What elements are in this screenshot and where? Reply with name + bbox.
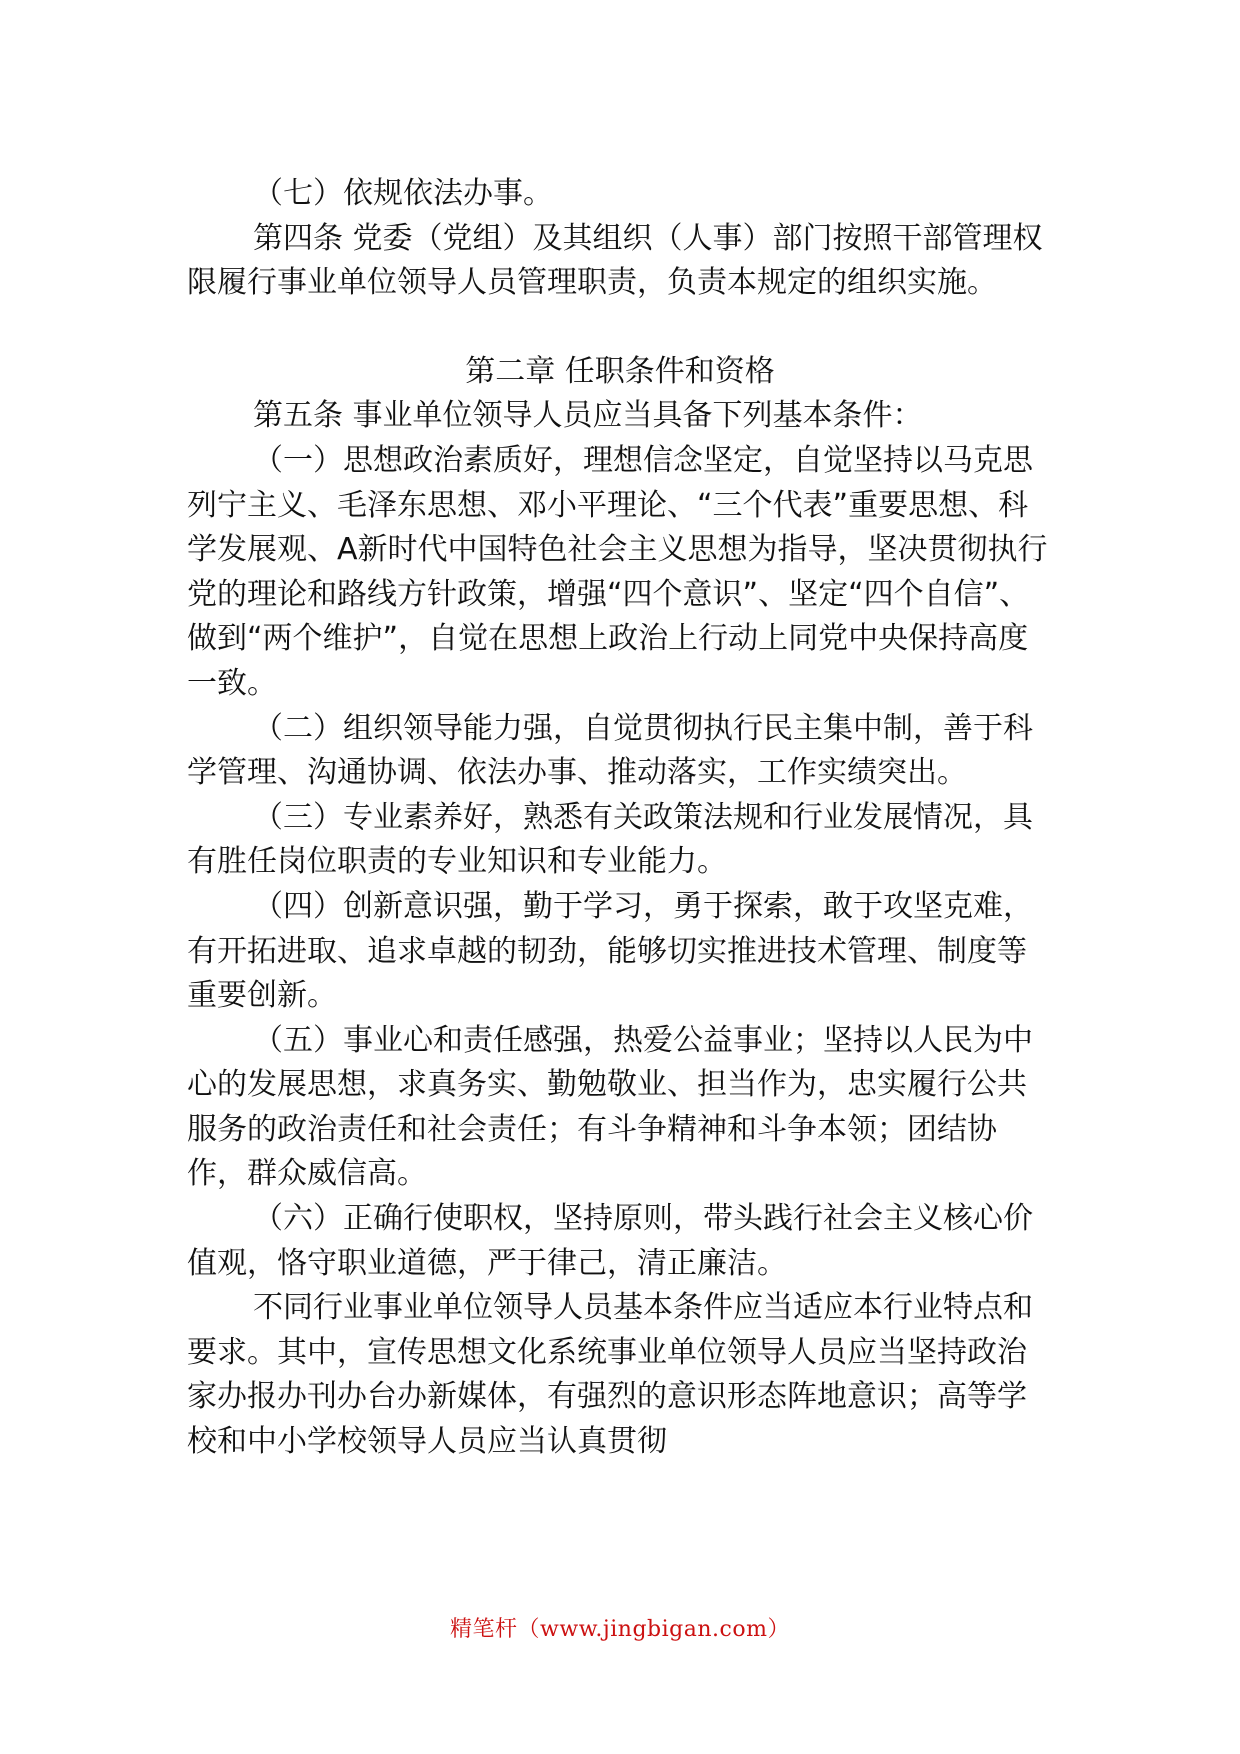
paragraph-article-four: 第四条 党委（党组）及其组织（人事）部门按照干部管理权限履行事业单位领导人员管理职责，负责本规定的组织实施。 xyxy=(187,220,1043,301)
footer-watermark: 精笔杆（www.jingbigan.com） xyxy=(450,1617,790,1642)
paragraph-article-five: 第五条 事业单位领导人员应当具备下列基本条件： xyxy=(253,398,923,434)
document-body xyxy=(187,172,1053,1465)
section-spacer xyxy=(187,306,1053,350)
paragraph-condition-three: （三）专业素养好，熟悉有关政策法规和行业发展情况，具有胜任岗位职责的专业知识和专业能力。 xyxy=(187,799,1033,880)
paragraph-condition-one: （一）思想政治素质好，理想信念坚定，自觉坚持以马克思列宁主义、毛泽东思想、邓小平理论、“三个代表”重要思想、科学发展观、A新时代中国特色社会主义思想为指导，坚决贯彻执行党的理论和路线方针政策，增强“四个意识”、坚定“四个自信”、做到“两个维护”，自觉在思想上政治上行动上同党中央保持高度一致。 xyxy=(187,442,1048,701)
paragraph-industry-requirements: 不同行业事业单位领导人员基本条件应当适应本行业特点和要求。其中，宣传思想文化系统事业单位领导人员应当坚持政治家办报办刊办台办新媒体，有强烈的意识形态阵地意识；高等学校和中小学校领导人员应当认真贯彻 xyxy=(187,1290,1033,1460)
paragraph-condition-four: （四）创新意识强，勤于学习，勇于探索，敢于攻坚克难，有开拓进取、追求卓越的韧劲，能够切实推进技术管理、制度等重要创新。 xyxy=(187,888,1033,1014)
paragraph-condition-six: （六）正确行使职权，坚持原则，带头践行社会主义核心价值观，恪守职业道德，严于律己，清正廉洁。 xyxy=(187,1201,1033,1281)
chapter-title: 第二章 任职条件和资格 xyxy=(465,353,775,389)
paragraph-condition-five: （五）事业心和责任感强，热爱公益事业；坚持以人民为中心的发展思想，求真务实、勤勉敬业、担当作为，忠实履行公共服务的政治责任和社会责任；有斗争精神和斗争本领；团结协作，群众威信高。 xyxy=(187,1022,1033,1192)
paragraph-condition-two: （二）组织领导能力强，自觉贯彻执行民主集中制，善于科学管理、沟通协调、依法办事、推动落实，工作实绩突出。 xyxy=(187,710,1033,791)
paragraph-item-seven: （七）依规依法办事。 xyxy=(253,176,553,211)
